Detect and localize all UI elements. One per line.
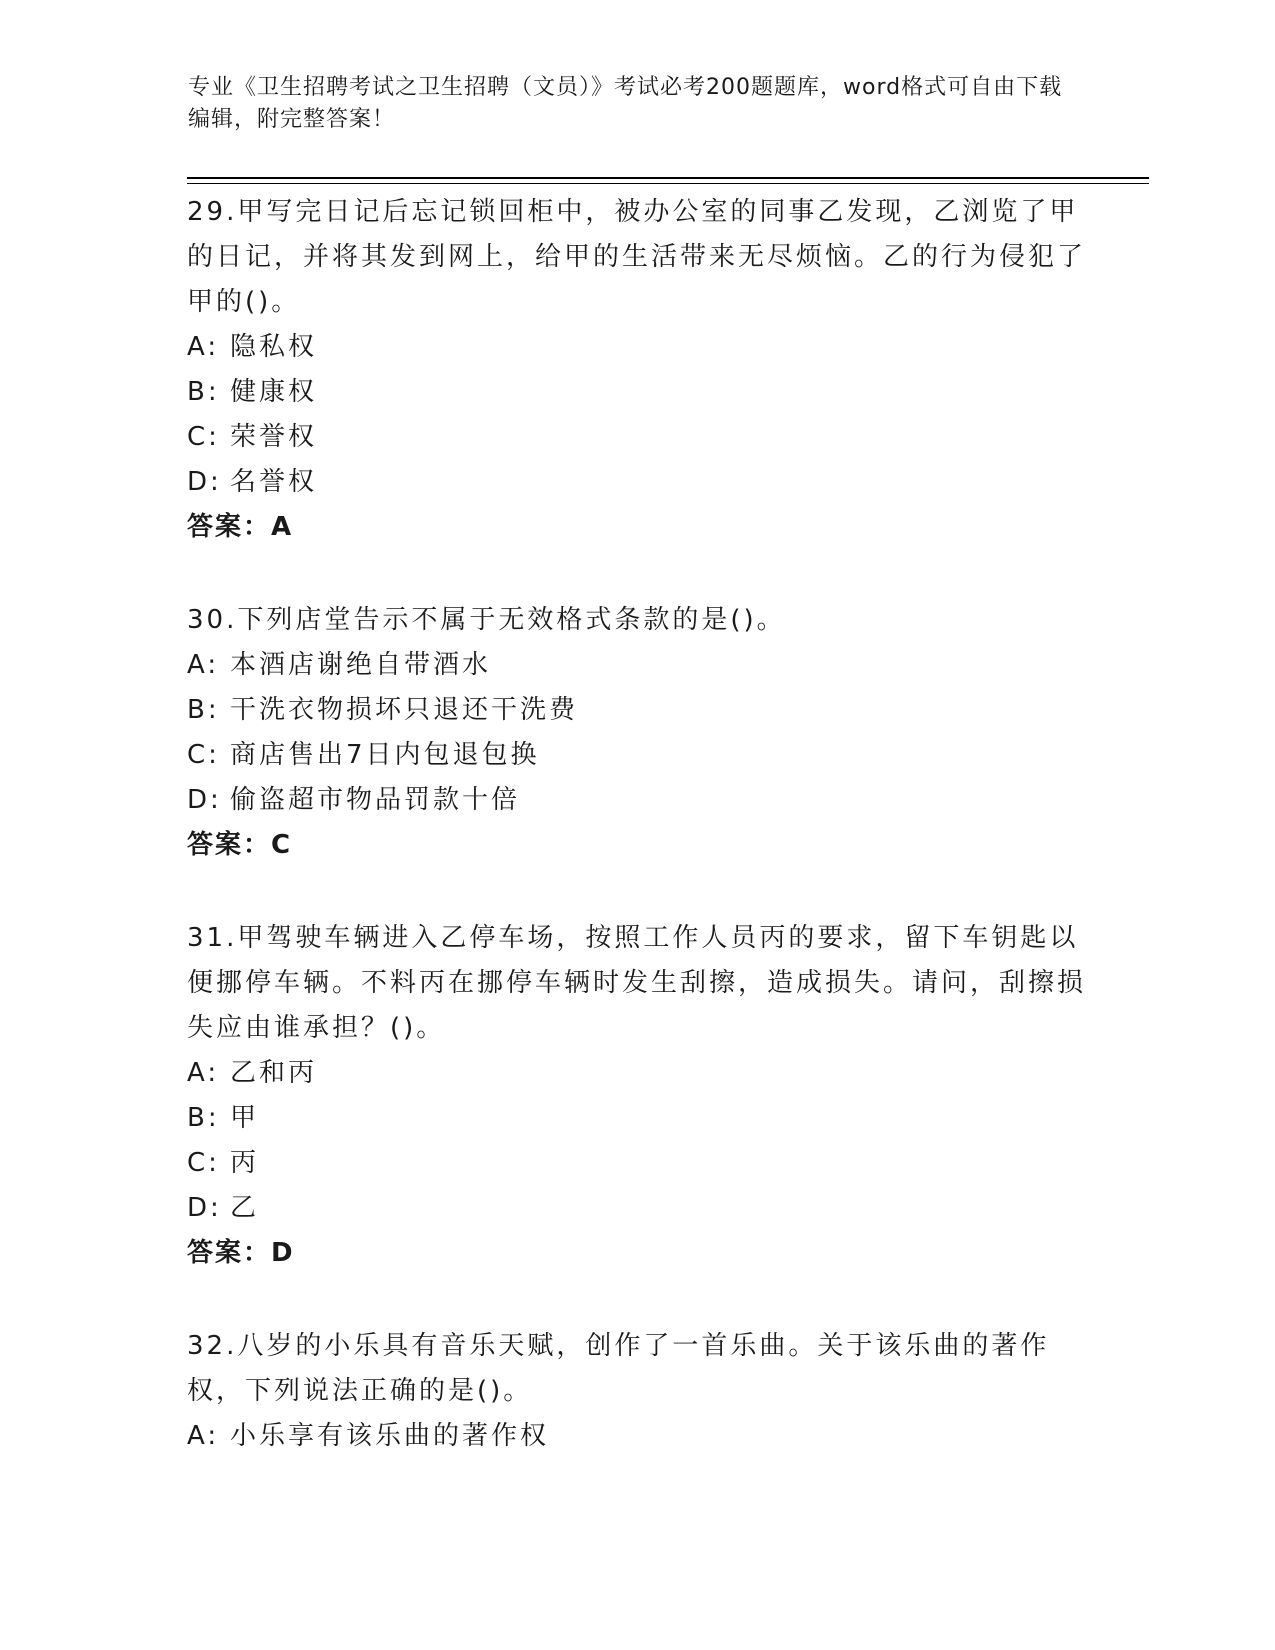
- option-key: A:: [187, 332, 220, 362]
- option-key: B:: [187, 1103, 220, 1133]
- option-d: [187, 460, 1087, 505]
- answer-line: 答案：C: [187, 830, 293, 860]
- option-text: 健康权: [230, 377, 318, 407]
- question-32: [187, 1324, 1087, 1459]
- option-text: 商店售出7日内包退包换: [230, 740, 540, 770]
- question-31: [187, 916, 1087, 1276]
- option-text: 名誉权: [230, 467, 318, 497]
- option-key: A:: [187, 1421, 220, 1451]
- option-b: [187, 370, 1087, 415]
- question-29: [187, 190, 1087, 550]
- option-text: 本酒店谢绝自带酒水: [230, 650, 492, 680]
- option-a: [187, 1051, 1087, 1096]
- option-text: 偷盗超市物品罚款十倍: [230, 785, 521, 815]
- option-d: [187, 1186, 1087, 1231]
- option-text: 乙和丙: [230, 1058, 318, 1088]
- option-a: [187, 325, 1087, 370]
- option-d: [187, 778, 1087, 823]
- option-key: D:: [187, 467, 222, 497]
- question-list: [187, 190, 1087, 1507]
- option-text: 丙: [230, 1148, 260, 1178]
- option-text: 甲: [230, 1103, 260, 1133]
- option-text: 荣誉权: [230, 422, 318, 452]
- option-key: C:: [187, 740, 220, 770]
- question-stem: 32.八岁的小乐具有音乐天赋，创作了一首乐曲。关于该乐曲的著作权，下列说法正确的是()。: [187, 1331, 1050, 1406]
- option-c: [187, 733, 1087, 778]
- question-stem: 29.甲写完日记后忘记锁回柜中，被办公室的同事乙发现，乙浏览了甲的日记，并将其发到网上，给甲的生活带来无尽烦恼。乙的行为侵犯了甲的()。: [187, 197, 1087, 317]
- option-text: 隐私权: [230, 332, 318, 362]
- question-stem: 31.甲驾驶车辆进入乙停车场，按照工作人员丙的要求，留下车钥匙以便挪停车辆。不料丙在挪停车辆时发生刮擦，造成损失。请问，刮擦损失应由谁承担？()。: [187, 923, 1087, 1043]
- option-text: 乙: [230, 1193, 260, 1223]
- option-key: C:: [187, 422, 220, 452]
- answer-line: 答案：D: [187, 1238, 295, 1268]
- option-b: [187, 688, 1087, 733]
- option-key: B:: [187, 695, 220, 725]
- answer-line: 答案：A: [187, 512, 294, 542]
- option-key: A:: [187, 1058, 220, 1088]
- question-stem: 30.下列店堂告示不属于无效格式条款的是()。: [187, 605, 786, 635]
- document-header: 专业《卫生招聘考试之卫生招聘（文员）》考试必考200题题库，word格式可自由下载编辑，附完整答案！: [188, 75, 1063, 132]
- header-rule-thick: [187, 177, 1149, 179]
- option-text: 干洗衣物损坏只退还干洗费: [230, 695, 579, 725]
- option-a: [187, 643, 1087, 688]
- option-key: C:: [187, 1148, 220, 1178]
- option-key: A:: [187, 650, 220, 680]
- option-c: [187, 415, 1087, 460]
- option-key: D:: [187, 1193, 222, 1223]
- option-a: [187, 1414, 1087, 1459]
- option-key: B:: [187, 377, 220, 407]
- option-c: [187, 1141, 1087, 1186]
- header-rule-thin: [187, 183, 1149, 184]
- option-key: D:: [187, 785, 222, 815]
- option-b: [187, 1096, 1087, 1141]
- option-text: 小乐享有该乐曲的著作权: [230, 1421, 550, 1451]
- question-30: [187, 598, 1087, 868]
